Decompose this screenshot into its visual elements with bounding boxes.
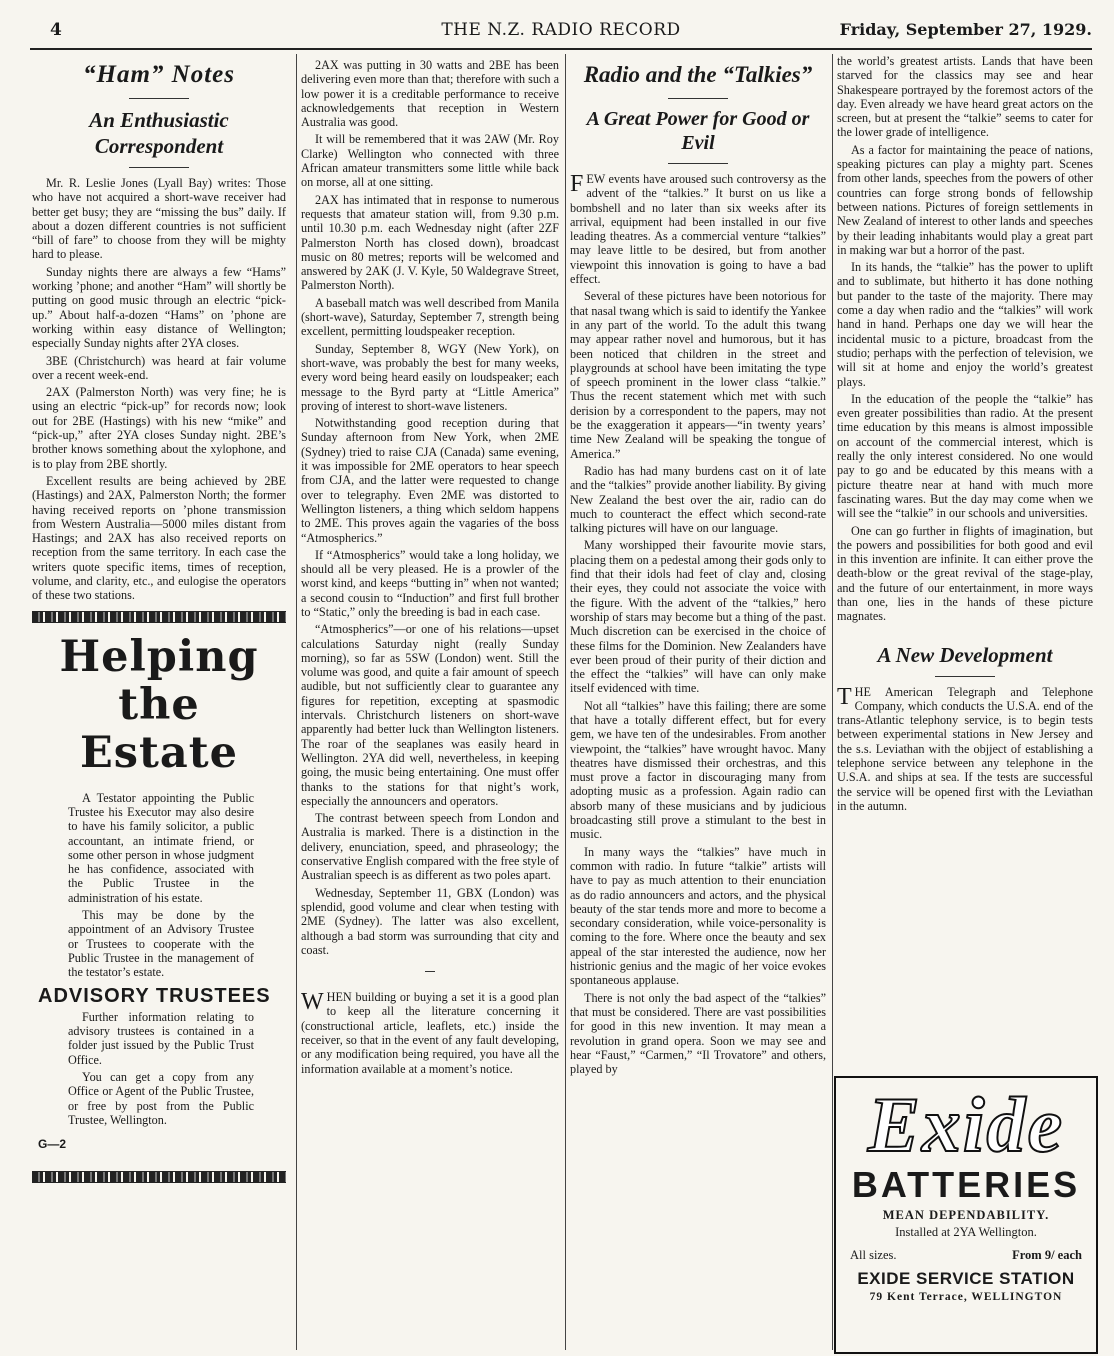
decorative-border xyxy=(32,1171,286,1183)
paragraph: 2AX has intimated that in response to numerous requests that amateur station will, from 9.30 p.m. until 10.30 p.m. each Wednesday night (after 2ZF Palmerston North has closed down), broadcast music on 80 metres; reports will be welcomed and answered by 2AK (J. V. Kyle, 50 Waldegrave Street, Palmerston North). xyxy=(301,192,559,293)
batteries-label: BATTERIES xyxy=(851,1164,1081,1205)
paragraph: Several of these pictures have been notorious for that nasal twang which is said to identify the Yankee in any part of the world. To the adult this twang may appear rather novel and humorous, but it has been noticed that children in the street and playgrounds at school have been imitating the type of speech prominent in the lower class “talkie.” Thus the recent statement which met with such derision by a correspondent to the papers, may not be the exaggeration it appears—“in twenty years’ time New Zealand will be speaking the tongue of America.” xyxy=(570,289,826,461)
talkies-title: Radio and the “Talkies” xyxy=(583,62,813,87)
tagline: MEAN DEPENDABILITY. xyxy=(882,1208,1050,1222)
price-row xyxy=(836,1240,1096,1263)
paragraph: Mr. R. Leslie Jones (Lyall Bay) writes: Those who have not acquired a short-wave receiver had better get busy; they are “missing the bus” daily. If about a dozen different countries is not sufficient “bill of fare” to choose from they will be mighty hard to please. xyxy=(32,176,286,262)
divider xyxy=(129,98,189,99)
paragraph: Sunday, September 8, WGY (New York), on short-wave, was probably the best for many weeks, every word being heard easily on loudspeaker; each message to the Byrd party at “Little America” proving of interest to short-wave listeners. xyxy=(301,341,559,413)
paragraph: Further information relating to advisory trustees is contained in a folder just issued by the Public Trust Office. xyxy=(68,1009,254,1067)
paragraph: FEW events have aroused such controversy as the advent of the “talkies.” It burst on us like a bombshell and no later than six weeks after its arrival, equipment had been installed in our five leading theatres. As a commercial venture “talkies” may leave little to be desired, but from another viewpoint this innovation is going to have a bad effect. xyxy=(570,171,826,287)
issue-date: Friday, September 27, 1929. xyxy=(839,20,1092,39)
paragraph: “Atmospherics”—or one of his relations—upset calculations Saturday night (really Sunday morning), so far as 5SW (London) went. Still the volume was good, and quite a fair amount of speech audible, but not sufficiently clear to guarantee any figures for repetition, excepting at spasmodic intervals. Christchurch listeners on short-wave apparently had better luck than Wellington listeners. The roar of the seaplanes was easily heard in Wellington. 2YA did well, nevertheless, in keeping going, the music being entertaining. One must offer thanks to the stations for that night’s work, especially the announcers and operators. xyxy=(301,622,559,808)
paragraph: As a factor for maintaining the peace of nations, speaking pictures can play a mighty part. Scenes from other lands, speeches from the powers of other countries can forge strong bonds of fellowship between nations. Pictures of foreign settlements in New Zealand of interest to other lands and speeches by their leading inhabitants would play a great part in making war but a horror of the past. xyxy=(837,142,1093,257)
paragraph: the world’s greatest artists. Lands that have been starved for the classics may see and hear Shakespeare portrayed by the foremost actors of the day. Even already we have heard great actors on the screen, but at present the “talkie” seems to cater for the lower grade of intelligence. xyxy=(837,54,1093,140)
divider xyxy=(935,676,995,677)
paragraph: You can get a copy from any Office or Agent of the Public Trustee, or free by post from the Public Trustee, Wellington. xyxy=(68,1069,254,1127)
paragraph: The contrast between speech from London and Australia is marked. There is a distinction in the delivery, enunciation, speed, and phraseology; the conservative English compared with the free style of Australian speech is as different as two poles apart. xyxy=(301,811,559,883)
advisory-trustees-heading: ADVISORY TRUSTEES xyxy=(38,985,271,1008)
estate-headline-line: Estate xyxy=(80,727,238,778)
talkies-subtitle: A Great Power for Good or Evil xyxy=(586,108,810,154)
paragraph: A baseball match was well described from Manila (short-wave), Saturday, September 7, strength being excellent, permitting loudspeaker reception. xyxy=(301,295,560,339)
paragraph: It will be remembered that it was 2AW (Mr. Roy Clarke) Wellington who connected with three African amateur transmitters some little while back on morse, all at one sitting. xyxy=(301,132,559,190)
advert-code: G—2 xyxy=(38,1137,67,1152)
ham-notes-subtitle: An Enthusiastic Correspondent xyxy=(89,108,229,158)
column-divider xyxy=(832,54,833,1350)
column-divider xyxy=(565,54,566,1350)
publication-title: THE N.Z. RADIO RECORD xyxy=(441,20,681,40)
page-header xyxy=(30,16,1092,50)
column-2 xyxy=(301,58,559,1079)
paragraph: Not all “talkies” have this failing; there are some that have a totally different effect, but for every gem, we have ten of the undesirables. From another viewpoint, the “talkies” have wrought havoc. Many theatres have dismissed their orchestras, and this must prove a factor in discouraging many from adopting music as a profession. Again radio can absorb many of these musicians and by judicious broadcasting still prove a stimulant to the best in music. xyxy=(570,698,826,842)
building-tip: WHEN building or buying a set it is a good plan to keep all the literature concerning it (constructional article, leaflets, etc.) inside the receiver, so that in the event of any fault developing, or any modification being required, you have all the information available at a moment’s notice. xyxy=(301,989,559,1076)
paragraph: This may be done by the appointment of an Advisory Trustee or Trustees to cooperate with the Public Trustee in the management of the testator’s estate. xyxy=(68,907,254,980)
column-divider xyxy=(296,54,297,1350)
estate-headline xyxy=(38,633,280,777)
paragraph: 2AX was putting in 30 watts and 2BE has been delivering even more than that; therefore with such a low power it is a creditable performance to receive acknowledgements that reception in Western Australia was good. xyxy=(301,58,559,130)
paragraph: In many ways the “talkies” have much in common with radio. In future “talkie” artists will have to pay as much attention to their enunciation as do radio announcers and actors, and the physical beauty of the star tends more and more to become a secondary consideration, while voice-personality is coming to the fore. Where once the beauty and sex appeal of the star interested the audience, now her histrionic genius and the magic of her voice evokes spontaneous applause. xyxy=(570,844,826,988)
ham-notes-title: “Ham” Notes xyxy=(83,61,235,88)
divider xyxy=(129,167,189,168)
paragraph: Excellent results are being achieved by 2BE (Hastings) and 2AX, Palmerston North; the former having received reports on ’phone transmission from Western Australia—5000 miles distant from Hastings; and 2AX has also received reports on reception from the same territory. In each case the writers quote specific items, times of reception, volume, and clarity, etc., and eulogise the operators of these two stations. xyxy=(32,473,286,603)
price-text: From 9/ each xyxy=(1012,1248,1082,1262)
paragraph: Radio has had many burdens cast on it of late and the “talkies” provide another liability. By giving New Zealand the best over the air, radio can do much to counteract the effect which second-rate talking pictures will have on our language. xyxy=(570,463,826,536)
decorative-border xyxy=(32,611,286,623)
new-development-title: A New Development xyxy=(877,642,1053,667)
paragraph: Notwithstanding good reception during that Sunday afternoon from New York, when 2ME (Sydney) tried to raise CJA (Canada) same evening, it was impossible for 2ME operators to hear speech from CJA, and the latter were requested to change over to telegraphy. Even 2ME was distorted to Wellington listeners, a thing which seldom happens to 2ME. This proves again the vagaries of the boss “Atmospherics.” xyxy=(301,416,559,545)
installed-note: Installed at 2YA Wellington. xyxy=(895,1225,1037,1239)
divider xyxy=(668,163,728,164)
column-3 xyxy=(570,58,826,1079)
paragraph: 3BE (Christchurch) was heard at fair volume over a recent week-end. xyxy=(32,353,286,382)
exide-logo: Exide xyxy=(867,1081,1065,1168)
service-station: EXIDE SERVICE STATION xyxy=(857,1269,1075,1288)
column-4 xyxy=(837,54,1093,816)
estate-headline-line: Helping the xyxy=(59,631,259,730)
sizes-text: All sizes. xyxy=(850,1248,897,1262)
ham-notes-article xyxy=(32,60,286,603)
page-number: 4 xyxy=(50,20,62,40)
divider xyxy=(668,98,728,99)
public-trust-advert xyxy=(32,633,286,1152)
new-development-text: THE American Telegraph and Telephone Company, which conducts the U.S.A. end of the trans-Atlantic telephony service, is to begin tests between experimental stations in New Jersey and the s.s. Leviathan with the objject of establishing a telephone service between any telephone in the U.S.A. and ships at sea. If the tests are successful the service will be opened first with the Leviathan in the autumn. xyxy=(837,683,1093,813)
exide-advert xyxy=(834,1076,1098,1354)
paragraph: In the education of the people the “talkie” has even greater possibilities than radio. At the present time education by this means is almost impossible on account of the commercial interest, which is really the only interest considered. No one would pay to go and be educated by this means with a picture theatre near at hand with much more fascinating wares. But the day may come when we will see the “talkie” in our schools and universities. xyxy=(837,391,1093,521)
station-address: 79 Kent Terrace, WELLINGTON xyxy=(869,1291,1063,1303)
paragraph: If “Atmospherics” would take a long holiday, we should all be very pleased. He is a prowler of the worst kind, and keeps “butting in” when not wanted; a second cousin to “Induction” and first full brother to “Static,” only the breeding is bad in each case. xyxy=(301,547,559,619)
paragraph: Wednesday, September 11, GBX (London) was splendid, good volume and clear when testing with 2ME (Sydney). The latter was also excellent, although a bad storm was surrounding that city and coast. xyxy=(301,885,559,957)
paragraph: 2AX (Palmerston North) was very fine; he is using an electric “pick-up” for records now; look out for 2BE (Hastings) with his new “mike” and “pick-up,” after 2YA closes Sunday night. 2BE’s brother knows something about the xylophone, and is to play from 2BE shortly. xyxy=(32,385,286,471)
paragraph: Sunday nights there are always a few “Hams” working ’phone; and another “Ham” will shortly be putting on good music through an electric “pick-up.” About half-a-dozen “Hams” on ’phone are working within easy distance of Wellington; especially Sunday nights after 2YA closes. xyxy=(32,264,286,351)
paragraph: A Testator appointing the Public Trustee his Executor may also desire to have his family solicitor, a public accountant, an intimate friend, or some other person in whose judgment he has confidence, associated with the Public Trustee in the administration of his estate. xyxy=(68,790,254,905)
paragraph: In its hands, the “talkie” has the power to uplift and to sublimate, but hitherto it has done nothing but pander to the taste of the majority. There may come a day when radio and the “talkies” will work hand in hand. Perhaps one day we will hear the incidental music to a picture, broadcast from the studio; perhaps with the perfection of television, we will sit at home and enjoy the world’s greatest plays. xyxy=(837,260,1093,389)
paragraph: Many worshipped their favourite movie stars, placing them on a pedestal among their gods only to find that their idols had feet of clay and, closing their eyes, they could not associate the voice with the figure. With the advent of the “talkies,” hero worship of stars may become but a thing of the past. Much discretion can be exercised in the choice of these films for the Dominion. New Zealanders have ever been proud of their purity of their diction and the effect the “talkies” will have can only make itself evidenced with time. xyxy=(570,538,826,696)
paragraph: There is not only the bad aspect of the “talkies” that must be considered. There are vast possibilities for good in this new invention. It may mean a revolution in grand opera. Soon we may see and hear “Faust,” “Carmen,” “Il Trovatore” and others, played by xyxy=(570,990,826,1077)
divider xyxy=(425,971,435,972)
column-1 xyxy=(32,58,286,1191)
paragraph: One can go further in flights of imagination, but the powers and possibilities for both good and evil in this invention are infinite. It can either prove the death-blow or the great revival of the stage-play, and the future of our entertainment, in more ways than one, lies in the hands of these picture magnates. xyxy=(837,523,1093,624)
